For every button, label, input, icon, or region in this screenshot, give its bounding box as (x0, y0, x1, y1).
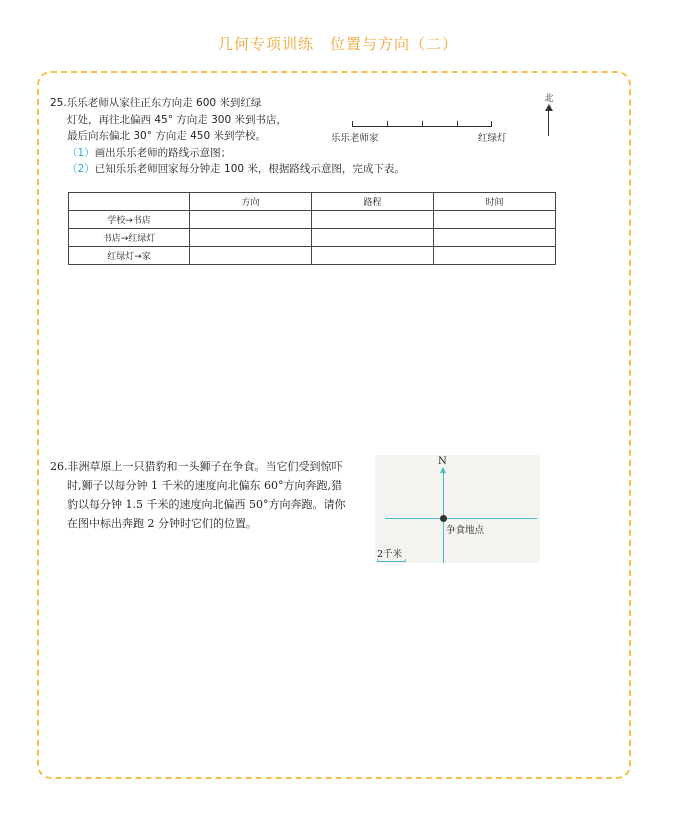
q25-line-2: 灯处，再往北偏西 45° 方向走 300 米到书店， (67, 113, 288, 126)
table-row-label: 红绿灯→家 (69, 247, 190, 265)
table-row-label: 书店→红绿灯 (69, 229, 190, 247)
origin-point (440, 515, 447, 522)
table-header-cell: 时间 (434, 193, 556, 211)
q25-part-2-number: （2） (67, 163, 95, 175)
q25-part-2-text: 已知乐乐老师回家每分钟走 100 米，根据路线示意图，完成下表。 (94, 163, 405, 175)
traffic-light-label: 红绿灯 (478, 133, 507, 144)
table-header-row (69, 193, 556, 211)
table-row (69, 229, 556, 247)
scale-bar (377, 559, 406, 562)
page-title: 几何专项训练 位置与方向（二） (217, 35, 458, 53)
home-label: 乐乐老师家 (331, 133, 379, 144)
answer-cell[interactable] (312, 247, 434, 265)
answer-cell[interactable] (190, 211, 312, 229)
table-header-cell: 路程 (312, 193, 434, 211)
east-west-axis-line (385, 518, 537, 519)
q25-part-2 (50, 161, 405, 178)
answer-cell[interactable] (434, 229, 556, 247)
answer-cell[interactable] (190, 229, 312, 247)
q26-line-4: 在图中标出奔跑 2 分钟时它们的位置。 (67, 517, 257, 530)
answer-cell[interactable] (312, 229, 434, 247)
q25-line-1: 25.乐乐老师从家往正东方向走 600 米到红绿 (50, 97, 262, 109)
table-row (69, 211, 556, 229)
scale-label: 2千米 (377, 549, 403, 560)
q25-part-1-number: （1） (67, 146, 95, 159)
q26-line-1: 26.非洲草原上一只猎豹和一头狮子在争食。当它们受到惊吓 (50, 460, 343, 473)
north-indicator (542, 91, 556, 136)
north-label-n: N (438, 456, 447, 467)
q26-line-3: 豹以每分钟 1.5 千米的速度向北偏西 50°方向奔跑。请你 (67, 498, 346, 511)
q25-part-1-text: 画出乐乐老师的路线示意图； (94, 146, 232, 159)
north-arrow-icon (542, 104, 556, 136)
table-row (69, 247, 556, 265)
answer-cell[interactable] (434, 247, 556, 265)
feeding-place-label: 争食地点 (446, 525, 485, 536)
question-26 (50, 457, 345, 533)
q25-part-1 (50, 145, 405, 162)
table-row-label: 学校→书店 (69, 211, 190, 229)
north-label: 北 (544, 94, 554, 104)
q26-line-2: 时,狮子以每分钟 1 千米的速度向北偏东 60°方向奔跑,猎 (67, 479, 342, 492)
answer-cell[interactable] (312, 211, 434, 229)
answer-cell[interactable] (434, 211, 556, 229)
answer-table (68, 192, 556, 265)
table-header-cell: 方向 (190, 193, 312, 211)
savanna-diagram (375, 455, 540, 563)
q25-line-3: 最后向东偏北 30° 方向走 450 米到学校。 (67, 130, 267, 142)
answer-cell[interactable] (190, 247, 312, 265)
table-header-cell (69, 193, 190, 211)
route-scale-line (352, 119, 492, 129)
